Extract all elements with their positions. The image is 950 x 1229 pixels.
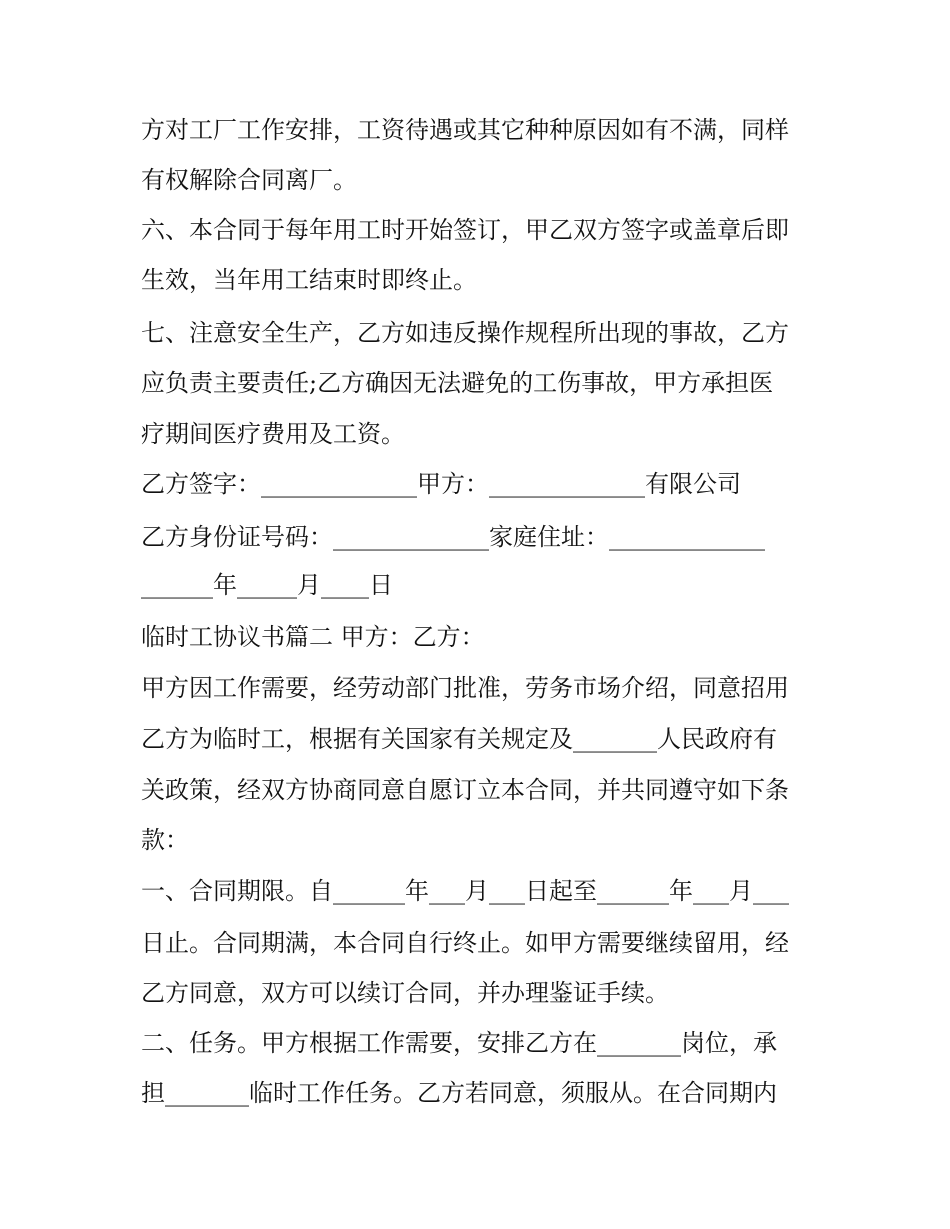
text-line: 七、注意安全生产，乙方如违反操作规程所出现的事故，乙方 — [141, 319, 789, 347]
text-line: 二、任务。甲方根据工作需要，安排乙方在_______岗位，承 — [141, 1029, 777, 1057]
text-line: 款： — [141, 826, 189, 854]
text-line: 生效，当年用工结束时即终止。 — [141, 266, 477, 294]
text-line: 一、合同期限。自______年___月___日起至______年___月___ — [141, 877, 789, 905]
section-heading: 临时工协议书篇二 甲方：乙方： — [141, 623, 485, 651]
text-line: 乙方同意，双方可以续订合同，并办理鉴证手续。 — [141, 979, 669, 1007]
text-line: 疗期间医疗费用及工资。 — [141, 420, 405, 448]
date-line: ______年_____月____日 — [141, 571, 393, 599]
signature-line: 乙方签字：_____________甲方：_____________有限公司 — [141, 470, 741, 498]
text-line: 方对工厂工作安排，工资待遇或其它种种原因如有不满，同样 — [141, 116, 789, 144]
text-line: 甲方因工作需要，经劳动部门批准，劳务市场介绍，同意招用 — [141, 674, 789, 702]
text-line: 担_______临时工作任务。乙方若同意，须服从。在合同期内 — [141, 1079, 777, 1107]
text-line: 六、本合同于每年用工时开始签订，甲乙双方签字或盖章后即 — [141, 216, 789, 244]
text-line: 日止。合同期满，本合同自行终止。如甲方需要继续留用，经 — [141, 929, 789, 957]
id-address-line: 乙方身份证号码：_____________家庭住址：_____________ — [141, 523, 765, 551]
text-line: 有权解除合同离厂。 — [141, 166, 357, 194]
text-line: 应负责主要责任;乙方确因无法避免的工伤事故，甲方承担医 — [141, 369, 774, 397]
text-line: 关政策，经双方协商同意自愿订立本合同，并共同遵守如下条 — [141, 776, 789, 804]
text-line: 乙方为临时工，根据有关国家有关规定及_______人民政府有 — [141, 725, 777, 753]
